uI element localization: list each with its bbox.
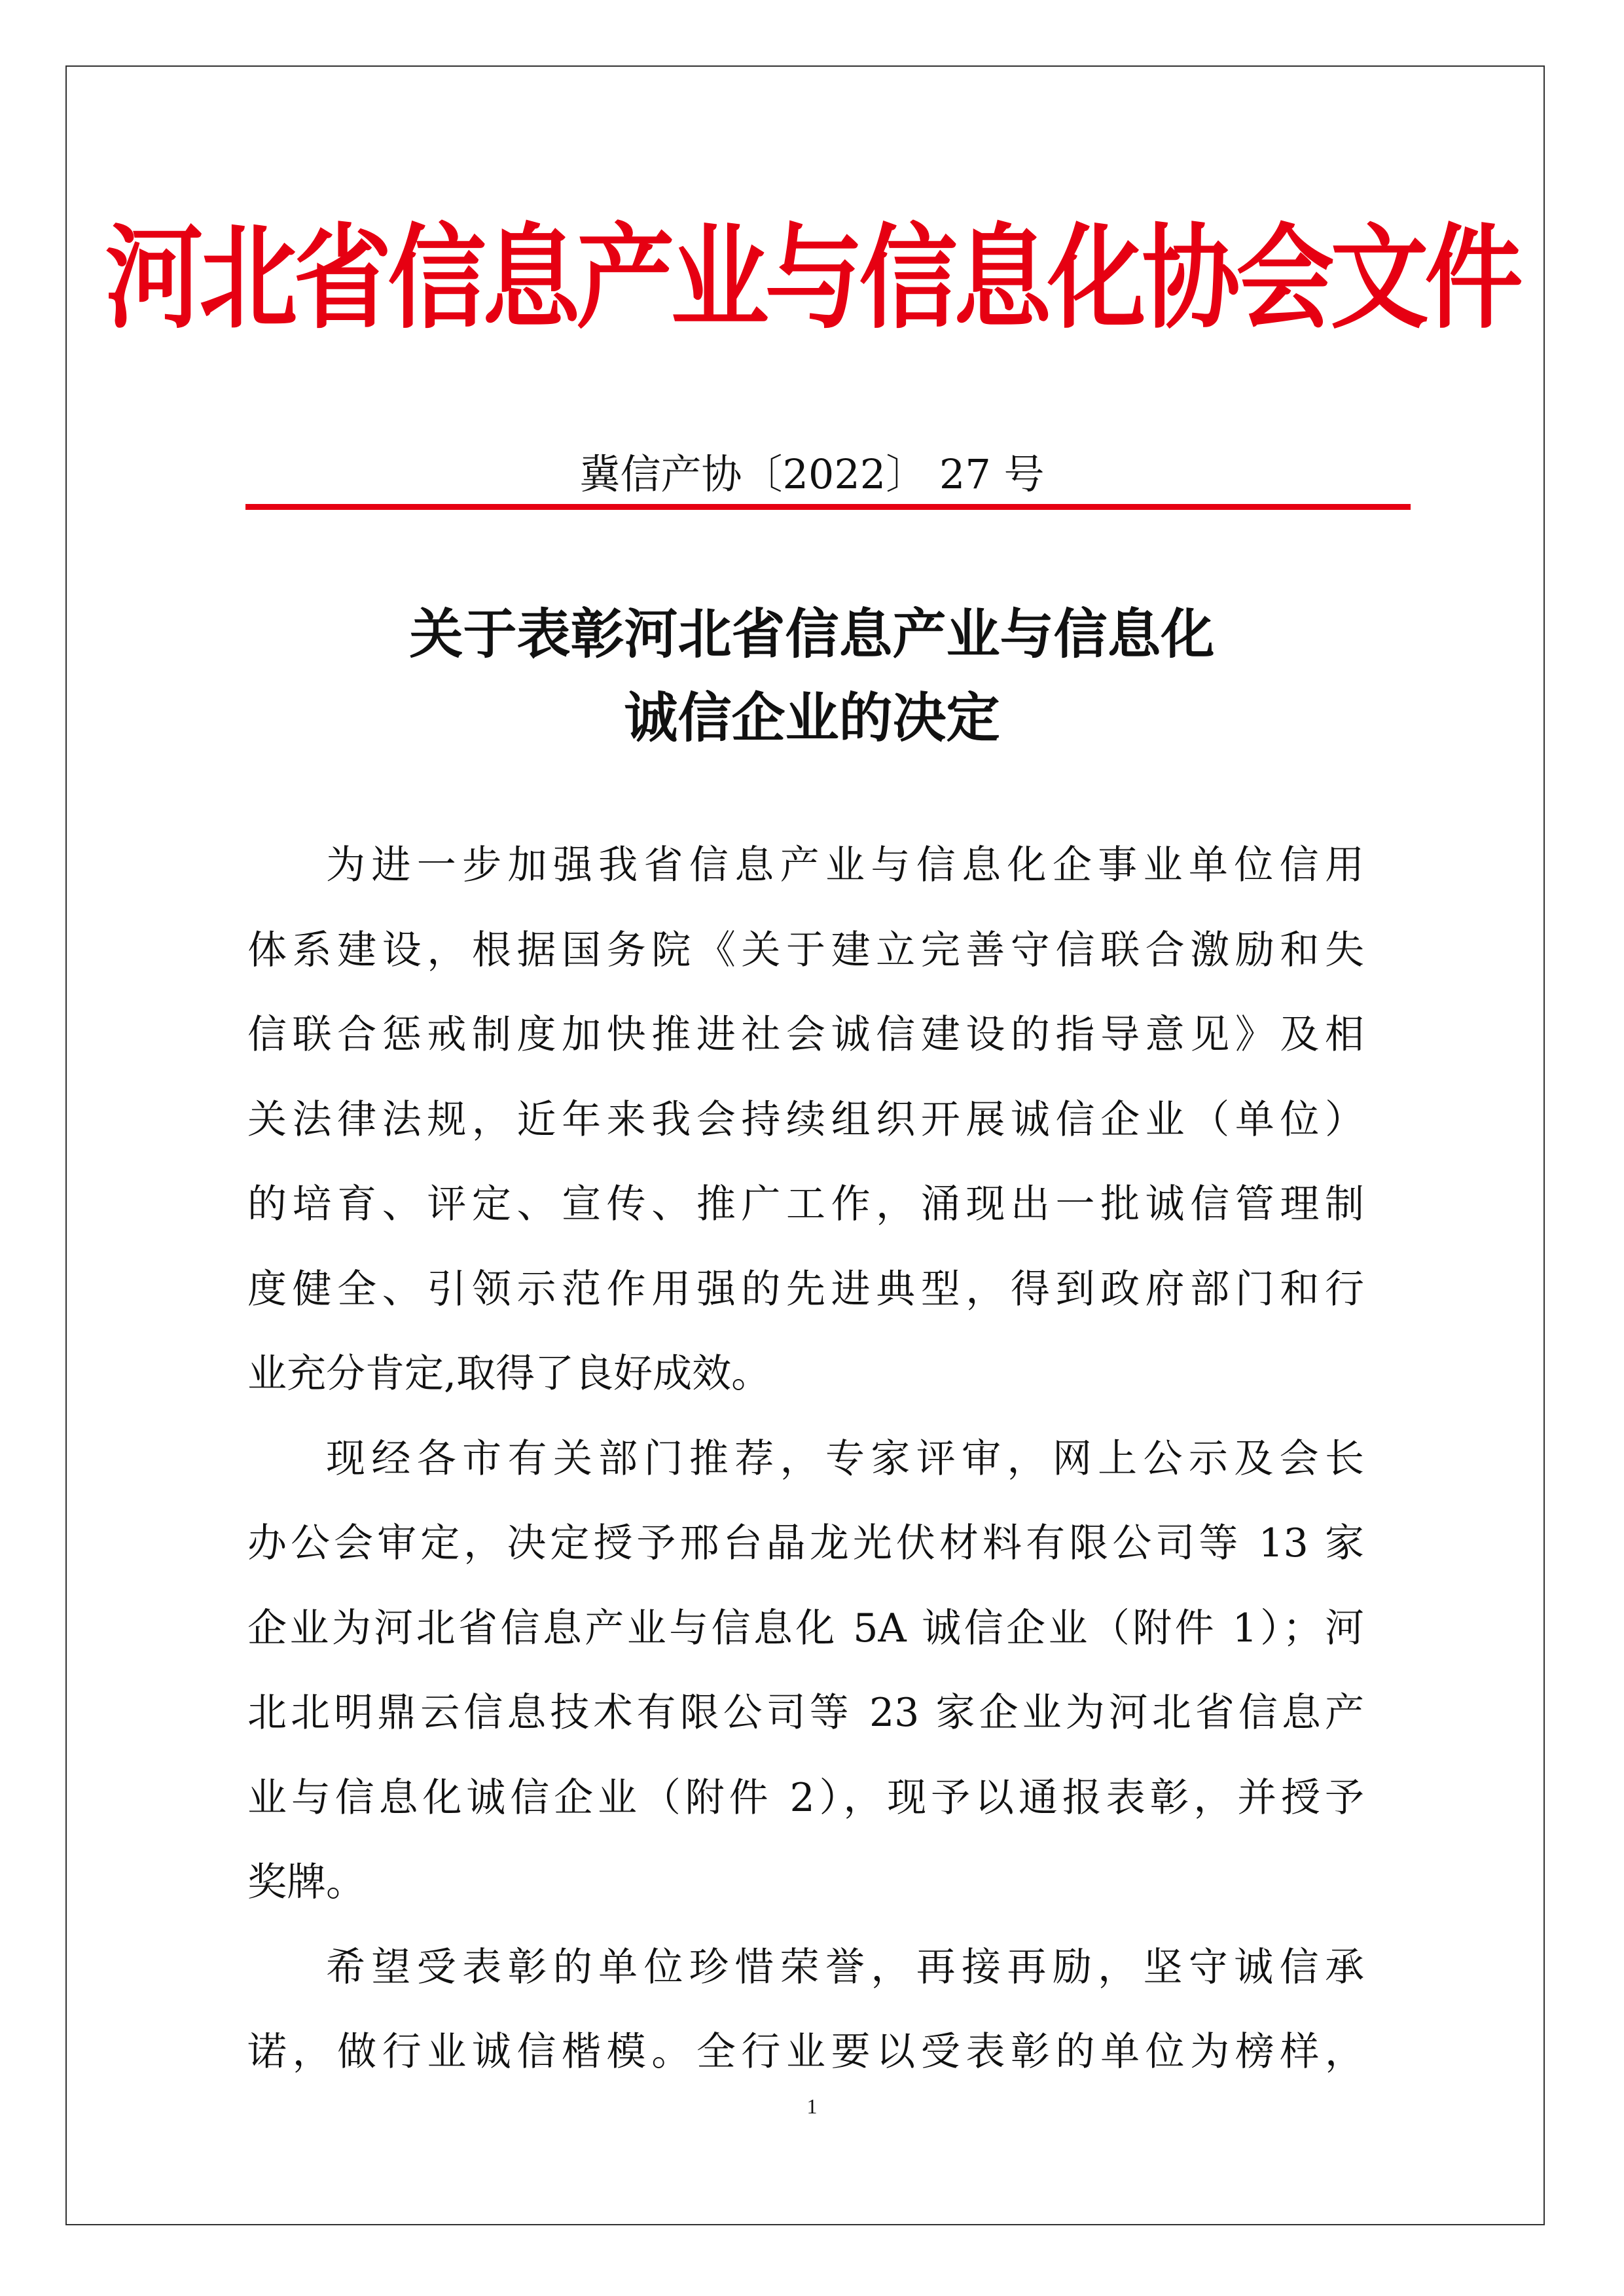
document-body xyxy=(247,823,1364,2095)
body-line: 的培育、评定、宣传、推广工作，涌现出一批诚信管理制 xyxy=(247,1181,1364,1227)
body-line: 业与信息化诚信企业（附件 2），现予以通报表彰，并授予 xyxy=(247,1774,1364,1821)
body-line: 关法律法规，近年来我会持续组织开展诚信企业（单位） xyxy=(247,1096,1364,1143)
red-divider-line xyxy=(245,504,1411,510)
body-line: 业充分肯定,取得了良好成效。 xyxy=(247,1351,771,1397)
body-line: 办公会审定，决定授予邢台晶龙光伏材料有限公司等 13 家 xyxy=(247,1520,1364,1566)
body-line: 信联合惩戒制度加快推进社会诚信建设的指导意见》及相 xyxy=(247,1012,1364,1058)
masthead-title: 河北省信息产业与信息化协会文件 xyxy=(105,211,1519,345)
title-line-1: 关于表彰河北省信息产业与信息化 xyxy=(409,603,1215,666)
body-line: 企业为河北省信息产业与信息化 5A 诚信企业（附件 1）；河 xyxy=(247,1605,1364,1651)
body-line: 诺，做行业诚信楷模。全行业要以受表彰的单位为榜样， xyxy=(247,2029,1364,2075)
body-line: 体系建设，根据国务院《关于建立完善守信联合激励和失 xyxy=(247,927,1364,973)
title-line-2: 诚信企业的决定 xyxy=(624,687,1000,749)
body-line: 希望受表彰的单位珍惜荣誉，再接再励，坚守诚信承 xyxy=(326,1944,1364,1990)
document-title xyxy=(0,592,1624,760)
body-line: 现经各市有关部门推荐，专家评审，网上公示及会长 xyxy=(326,1435,1364,1482)
body-line: 为进一步加强我省信息产业与信息化企事业单位信用 xyxy=(326,842,1364,888)
body-line: 北北明鼎云信息技术有限公司等 23 家企业为河北省信息产 xyxy=(247,1690,1364,1736)
document-number: 冀信产协〔2022〕 27 号 xyxy=(579,450,1045,498)
body-line: 度健全、引领示范作用强的先进典型，得到政府部门和行 xyxy=(247,1266,1364,1312)
body-line: 奖牌。 xyxy=(247,1859,365,1905)
page-number: 1 xyxy=(806,2094,818,2118)
